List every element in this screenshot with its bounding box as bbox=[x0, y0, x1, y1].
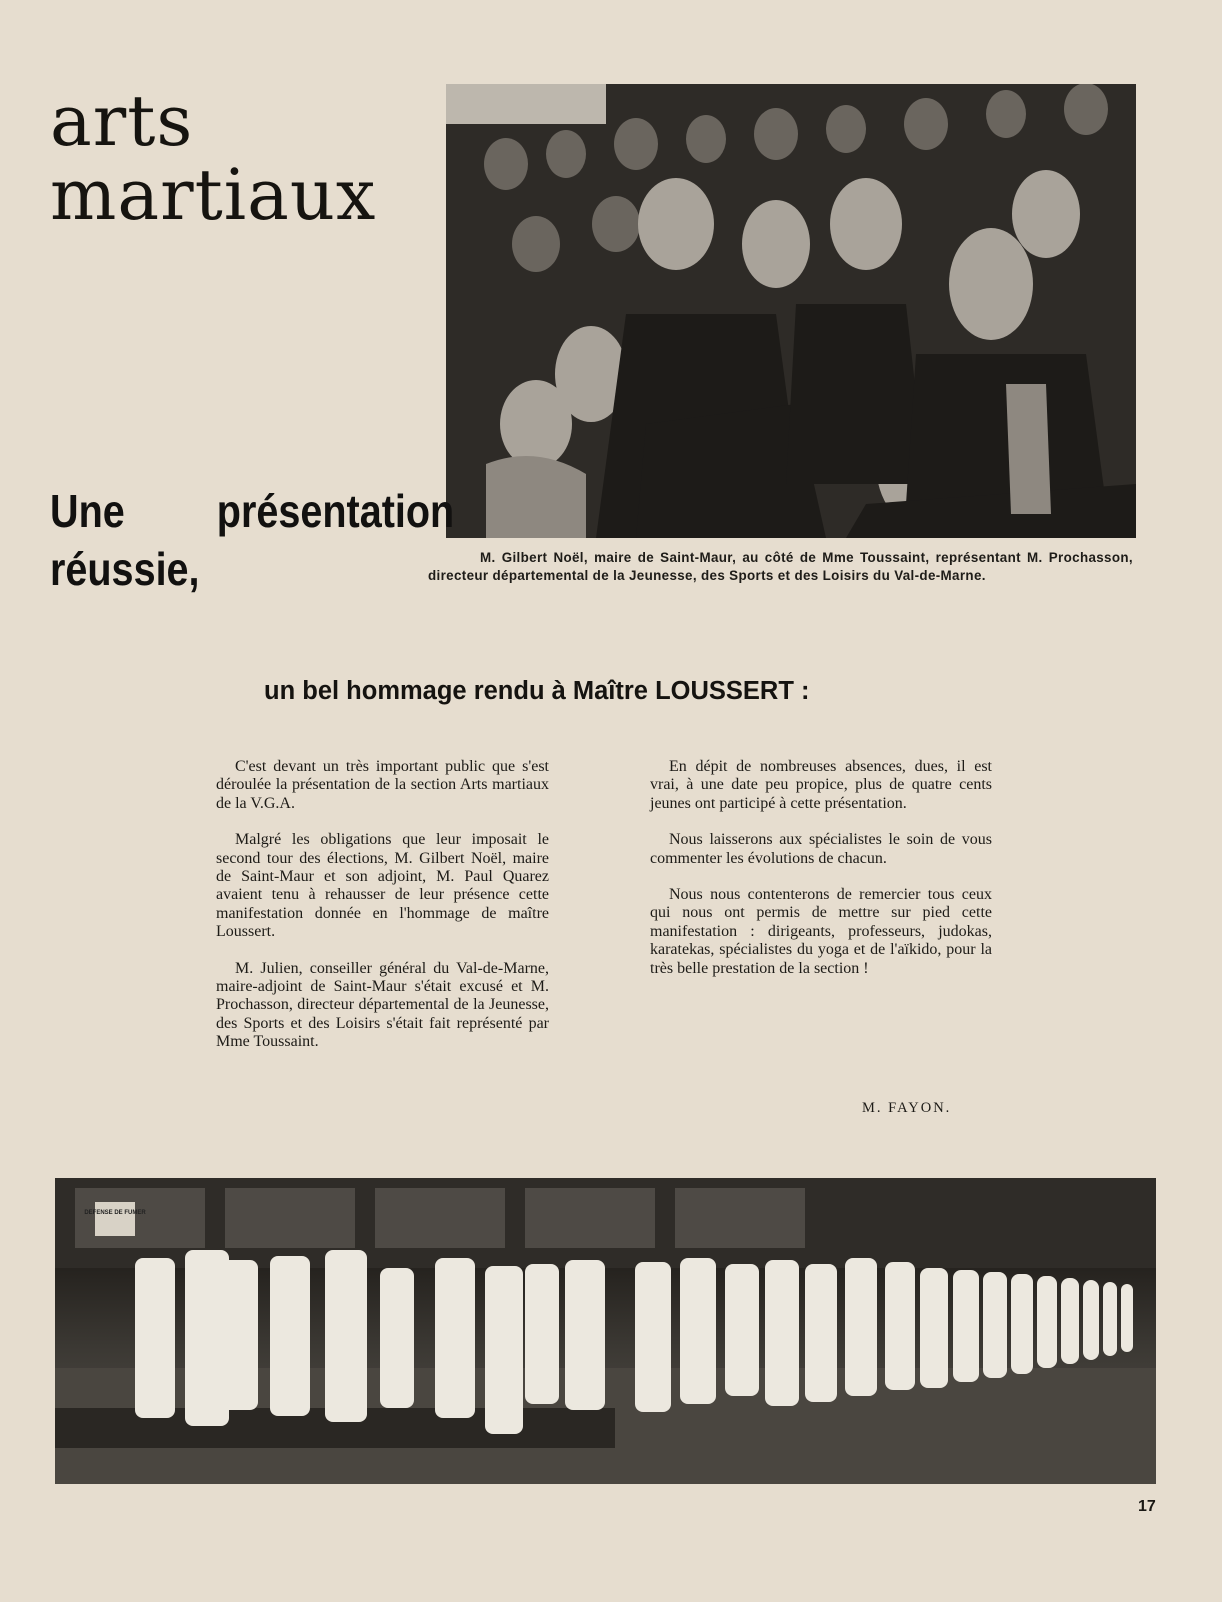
author-signature: M. FAYON. bbox=[862, 1100, 952, 1116]
subheading-word-une: Une bbox=[50, 485, 125, 537]
article-paragraph: En dépit de nombreuses absences, dues, il est vrai, à une date peu propice, plus de quatre cents jeunes ont participé à cette présentation. bbox=[650, 758, 992, 812]
page-title bbox=[50, 80, 377, 236]
subheading-line-2: réussie, bbox=[50, 543, 200, 595]
subheading bbox=[50, 482, 455, 598]
subheading-line-1 bbox=[50, 482, 454, 540]
article-paragraph: C'est devant un très important public que s'est déroulée la présentation de la section Arts martiaux de la V.G.A. bbox=[216, 758, 549, 812]
article-column-left bbox=[216, 758, 549, 1070]
page-number: 17 bbox=[1138, 1498, 1156, 1515]
article-paragraph: Nous nous contenterons de remercier tous ceux qui nous ont permis de mettre sur pied cette manifestation : dirigeants, professeurs, judokas, karatekas, spécialistes du yoga et de l'aïkido, pour la très belle prestation de la section ! bbox=[650, 886, 992, 977]
article-paragraph: M. Julien, conseiller général du Val-de-Marne, maire-adjoint de Saint-Maur s'était excusé et M. Prochasson, directeur départemental de la Jeunesse, des Sports et des Loisirs s'était fait représenté par Mme Toussaint. bbox=[216, 959, 549, 1051]
audience-photo bbox=[446, 84, 1136, 538]
tagline: un bel hommage rendu à Maître LOUSSERT : bbox=[264, 677, 810, 705]
title-line-2: martiaux bbox=[50, 154, 377, 236]
article-paragraph: Malgré les obligations que leur imposait le second tour des élections, M. Gilbert Noël, maire de Saint-Maur et son adjoint, M. Paul Quarez avaient tenu à rehausser de leur présence cette manifestation donnée en l'hommage de maître Loussert. bbox=[216, 831, 549, 941]
article-paragraph: Nous laisserons aux spécialistes le soin de vous commenter les évolutions de chacun. bbox=[650, 831, 992, 867]
audience-photo-illustration bbox=[446, 84, 1136, 538]
article-column-right bbox=[650, 758, 992, 996]
photo-caption: M. Gilbert Noël, maire de Saint-Maur, au côté de Mme Toussaint, représentant M. Prochasson, directeur départemental de la Jeunesse, des Sports et des Loisirs du Val-de-Marne. bbox=[428, 550, 1133, 583]
subheading-word-presentation: présentation bbox=[216, 485, 455, 537]
judoka-lineup-illustration bbox=[55, 1178, 1156, 1484]
judoka-lineup-photo bbox=[55, 1178, 1156, 1484]
no-smoking-sign: DEFENSE DE FUMER bbox=[84, 1210, 146, 1216]
title-line-1: arts bbox=[50, 80, 194, 162]
